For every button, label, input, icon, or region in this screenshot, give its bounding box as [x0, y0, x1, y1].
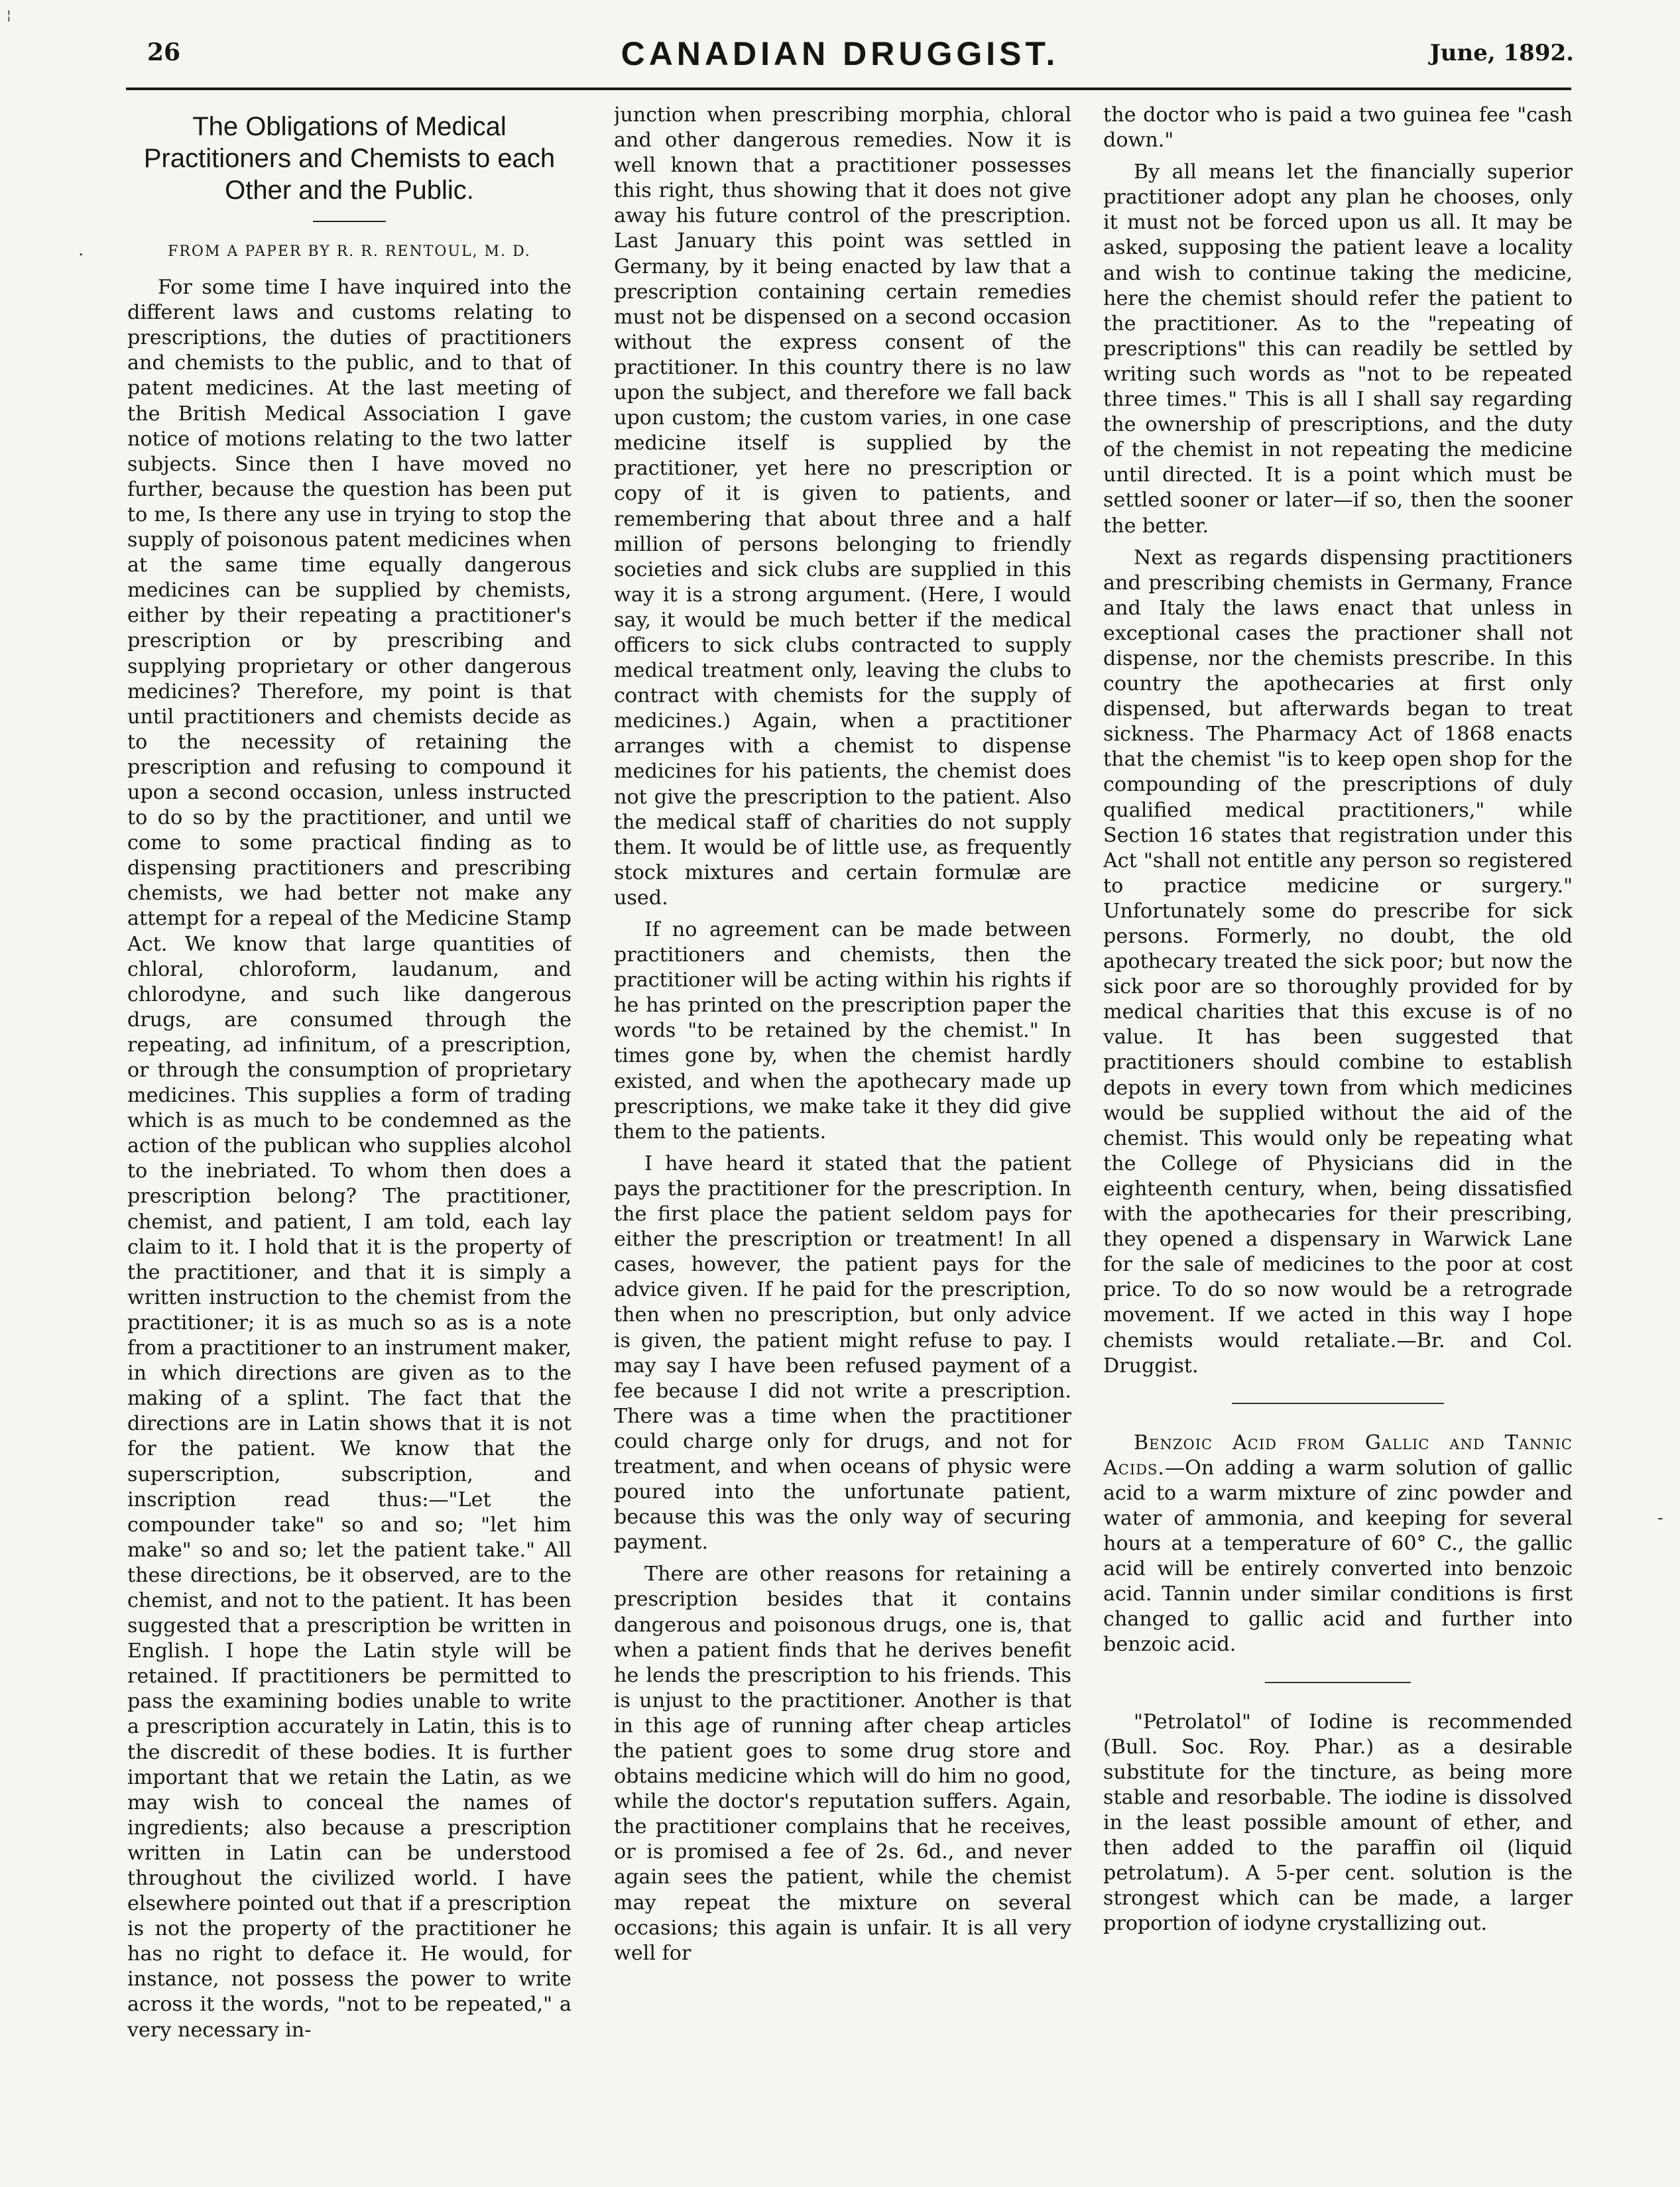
article-paragraph: If no agreement can be made between practitioners and chemists, then the practitioner will be acting within his rights if he has printed on the prescription paper the words "to be retained by the chemist." In times gone by, when the chemist hardly existed, and when the apothecary made up prescriptions, we make take it they did give them to the patients. — [614, 918, 1071, 1144]
column-3 — [1103, 103, 1573, 2171]
column-2 — [614, 103, 1071, 2171]
article-paragraph: There are other reasons for retaining a prescription besides that it contains dangerous and poisonous drugs, one is, that when a patient finds that he derives benefit he lends the prescription to his friends. This is unjust to the practitioner. Another is that in this age of running after cheap articles the patient goes to some drug store and obtains medicine which will do him no good, while the doctor's reputation suffers. Again, the practitioner complains that he receives, or is promised a fee of 2s. 6d., and never again sees the patient, while the chemist may repeat the mixture on several occasions; this again is unfair. It is all very well for — [614, 1563, 1071, 1965]
masthead-title: CANADIAN DRUGGIST. — [621, 35, 1059, 72]
article-paragraph: Next as regards dispensing practitioners and prescribing chemists in Germany, France and Italy the laws enact that unless in exceptional cases the practioner shall not dispense, nor the chemists prescribe. In this country the apothecaries at first only dispensed, but afterwards began to treat sickness. The Pharmacy Act of 1868 enacts that the chemist "is to keep open shop for the compounding of the prescriptions of duly qualified medical practitioners," while Section 16 states that registration under this Act "shall not entitle any person so registered to practice medicine or surgery." Unfortunately some do prescribe for sick persons. Formerly, no doubt, the old apothecary treated the sick poor; but now the sick poor are so thoroughly provided for by medical charities that this excuse is of no value. It has been suggested that practitioners should combine to establish depots in every town from which medicines would be supplied without the aid of the chemist. This would only be repeating what the College of Physicians did in the eighteenth century, when, being dissatisfied with the apothecaries for their prescribing, they opened a dispensary in Warwick Lane for the sale of medicines to the poor at cost price. To do so now would be a retrograde movement. If we acted in this way I hope chemists would retaliate.—Br. and Col. Druggist. — [1103, 546, 1573, 1378]
column-1 — [127, 103, 571, 2171]
article-paragraph: junction when prescribing morphia, chloral and other dangerous remedies. Now it is well known that a practitioner possesses this right, thus showing that it does not give away his future control of the prescription. Last January this point was settled in Germany, by it being enacted by law that a prescription containing certain remedies must not be dispensed on a second occasion without the express consent of the practitioner. In this country there is no law upon the subject, and therefore we fall back upon custom; the custom varies, in one case medicine itself is supplied by the practitioner, yet here no prescription or copy of it is given to patients, and remembering that about three and a half million of persons belonging to friendly societies and sick clubs are supplied in this way it is a strong argument. (Here, I would say, it would be much better if the medical officers to sick clubs contracted to supply medical treatment only, leaving the clubs to contract with chemists for the supply of medicines.) Again, when a practitioner arranges with a chemist to dispense medicines for his patients, the chemist does not give the prescription to the patient. Also the medical staff of charities do not supply them. It would be of little use, as frequently stock mixtures and certain formulæ are used. — [614, 103, 1071, 910]
petrolatol-item: "Petrolatol" of Iodine is recommended (Bull. Soc. Roy. Phar.) as a desirable substitute for the tincture, as being more stable and resorbable. The iodine is dissolved in the least possible amount of ether, and then added to the paraffin oil (liquid petrolatum). A 5-per cent. solution is the strongest which can be made, a larger proportion of iodyne crystallizing out. — [1103, 1710, 1573, 1936]
margin-mark: ‑ — [1657, 1508, 1663, 1528]
section-divider — [1232, 1403, 1444, 1404]
article-title: The Obligations of Medical Practitioners and Chemists to each Other and the Public. — [143, 112, 556, 205]
benzoic-acid-text: —On adding a warm solution of gallic acid to a warm mixture of zinc powder and water of ammonia, and keeping for several hours at a temperature of 60° C., the gallic acid will be entirely converted into benzoic acid. Tannin under similar conditions is first changed to gallic acid and further into benzoic acid. — [1103, 1456, 1573, 1657]
article-paragraph: the doctor who is paid a two guinea fee "cash down." — [1103, 103, 1573, 152]
margin-mark: ¦ — [7, 7, 11, 23]
article-paragraph: I have heard it stated that the patient pays the practitioner for the prescription. In the first place the patient seldom pays for either the prescription or treatment! In all cases, however, the patient pays for the advice given. If he paid for the prescription, then when no prescription, but only advice is given, the patient might refuse to pay. I may say I have been refused payment of a fee because I did not write a prescription. There was a time when the practitioner could charge only for drugs, and not for treatment, and when oceans of physic were poured into the unfortunate patient, because this was the only way of securing payment. — [614, 1152, 1071, 1555]
page-header — [0, 0, 1680, 80]
section-divider — [1265, 1682, 1411, 1683]
margin-dot: · — [78, 245, 84, 265]
benzoic-acid-heading: Benzoic Acid from Gallic and Tannic Acids. — [1103, 1431, 1573, 1480]
article-paragraph: For some time I have inquired into the different laws and customs relating to prescriptions, the duties of practitioners and chemists to the public, and to that of patent medicines. At the last meeting of the British Medical Association I gave notice of motions relating to the two latter subjects. Since then I have moved no further, because the question has been put to me, Is there any use in trying to stop the supply of poisonous patent medicines when at the same time equally dangerous medicines can be supplied by chemists, either by their repeating a practitioner's prescription or by prescribing and supplying proprietary or other dangerous medicines? Therefore, my point is that until practitioners and chemists decide as to the necessity of retaining the prescription and refusing to compound it upon a second occasion, unless instructed to do so by the practitioner, and until we come to some practical finding as to dispensing practitioners and prescribing chemists, we had better not make any attempt for a repeal of the Medicine Stamp Act. We know that large quantities of chloral, chloroform, laudanum, and chlorodyne, and such like dangerous drugs, are consumed through the repeating, ad infinitum, of a prescription, or through the consumption of proprietary medicines. This supplies a form of trading which is as much to be condemned as the action of the publican who supplies alcohol to the inebriated. To whom then does a prescription belong? The practitioner, chemist, and patient, I am told, each lay claim to it. I hold that it is the property of the practitioner, and that it is simply a written instruction to the chemist from the practitioner; it is as much so as is a note from a practitioner to an instrument maker, in which directions are given as to the making of a splint. The fact that the directions are in Latin shows that it is not for the patient. We know that the superscription, subscription, and inscription read thus:—"Let the compounder take" so and so; "let him make" so and so; let the patient take." All these directions, be it observed, are to the chemist, and not to the patient. It has been suggested that a prescription be written in English. I hope the Latin style will be retained. If practitioners be permitted to pass the examining bodies unable to write a prescription accurately in Latin, this is to the discredit of these bodies. It is further important that we retain the Latin, as we may wish to conceal the names of ingredients; also because a prescription written in Latin can be understood throughout the civilized world. I have elsewhere pointed out that if a prescription is not the property of the practitioner he has no right to deface it. He would, for instance, not possess the power to write across it the words, "not to be repeated," a very necessary in- — [127, 276, 571, 2042]
issue-date: June, 1892. — [1429, 40, 1574, 66]
page-number: 26 — [147, 38, 181, 66]
article-byline: FROM A PAPER BY R. R. RENTOUL, M. D. — [168, 243, 531, 260]
article-paragraph: By all means let the financially superior practitioner adopt any plan he chooses, only it must not be forced upon us all. It may be asked, supposing the patient leave a locality and wish to continue taking the medicine, here the chemist should refer the patient to the practitioner. As to the "repeating of prescriptions" this can readily be settled by writing such words as "not to be repeated three times." This is all I shall say regarding the ownership of prescriptions, and the duty of the chemist in not repeating the medicine until directed. It is a point which must be settled sooner or later—if so, then the sooner the better. — [1103, 160, 1573, 538]
benzoic-acid-item — [1103, 1431, 1573, 1658]
title-divider — [313, 221, 386, 222]
header-rule — [126, 88, 1571, 90]
